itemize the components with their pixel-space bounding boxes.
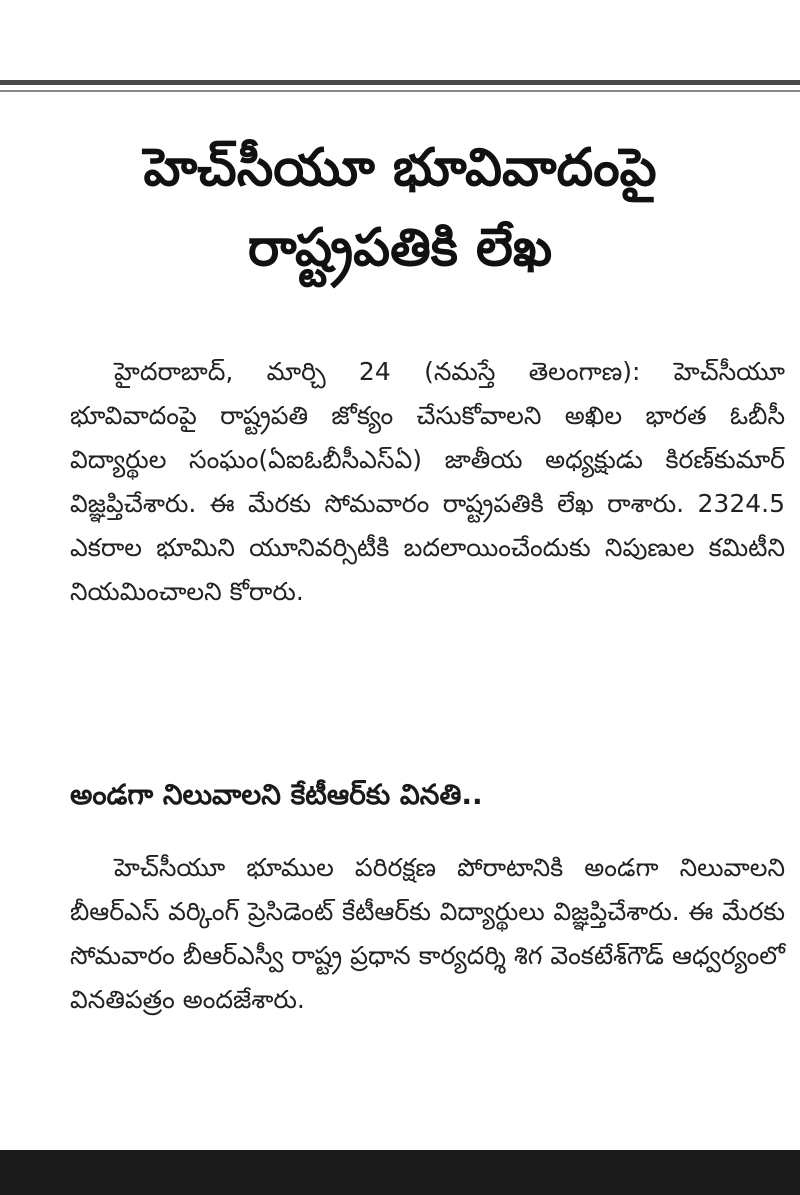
article-paragraph-1: హైదరాబాద్, మార్చి 24 (నమస్తే తెలంగాణ): హెచ్‌సీయూ భూవివాదంపై రాష్ట్రపతి జోక్యం చేసుకోవాలని అఖిల భారత ఓబీసీ విద్యార్థుల సంఘం(ఏఐఓబీసీఎస్‌ఏ) జాతీయ అధ్యక్షుడు కిరణ్‌కుమార్ విజ్ఞప్తిచేశారు. ఈ మేరకు సోమవారం రాష్ట్రపతికి లేఖ రాశారు. 2324.5 ఎకరాల భూమిని యూనివర్సిటీకి బదలాయించేందుకు నిపుణుల కమిటీని నియమించాలని కోరారు. bbox=[70, 357, 785, 606]
top-margin bbox=[0, 0, 800, 76]
headline bbox=[0, 128, 800, 288]
article-subheading: అండగా నిలువాలని కేటీఆర్‌కు వినతి.. bbox=[70, 778, 483, 811]
article-paragraph-2: హెచ్‌సీయూ భూముల పరిరక్షణ పోరాటానికి అండగా నిలువాలని బీఆర్‌ఎస్ వర్కింగ్ ప్రెసిడెంట్ కేటీఆర్‌కు విద్యార్థులు విజ్ఞప్తిచేశారు. ఈ మేరకు సోమవారం బీఆర్‌ఎస్వీ రాష్ట్ర ప్రధాన కార్యదర్శి శిగ వెంకటేశ్‌గౌడ్ ఆధ్వర్యంలో వినతిపత్రం అందజేశారు. bbox=[70, 853, 785, 1014]
headline-line-2: రాష్ట్రపతికి లేఖ bbox=[247, 218, 553, 278]
top-divider-thin-rule bbox=[0, 90, 800, 92]
top-divider-rule bbox=[0, 80, 800, 85]
headline-line-1: హెచ్‌సీయూ భూవివాదంపై bbox=[143, 138, 657, 198]
bottom-dark-band bbox=[0, 1150, 800, 1195]
